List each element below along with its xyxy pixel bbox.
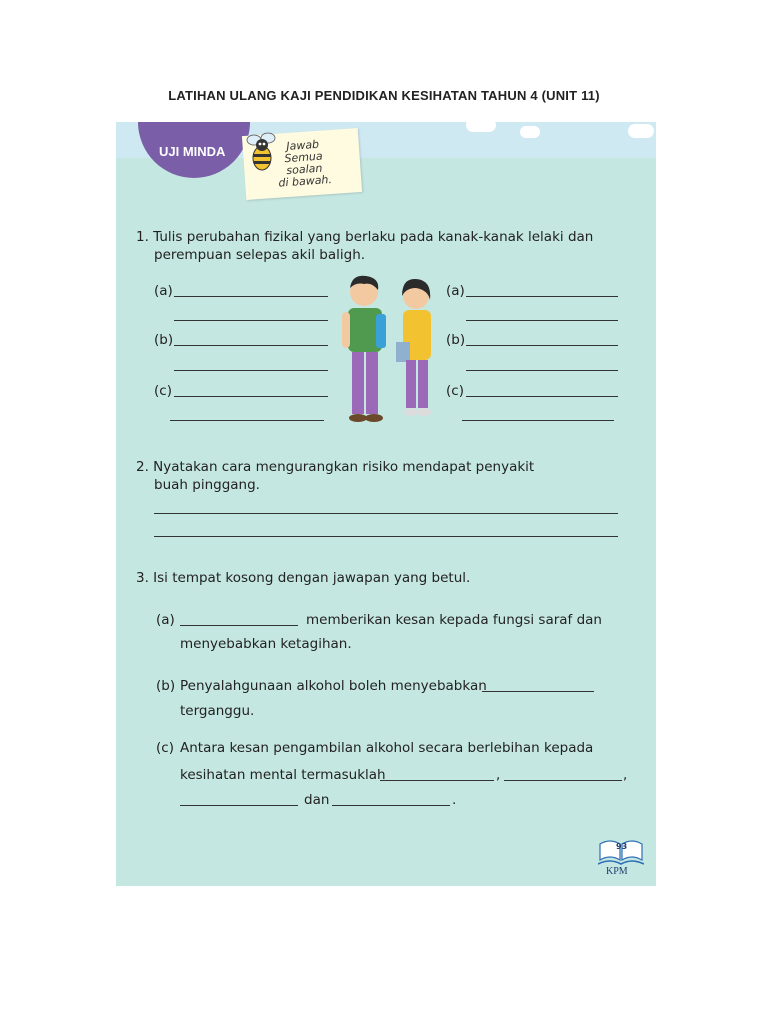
answer-line[interactable] — [466, 320, 618, 321]
q3c-text2: kesihatan mental termasuklah — [180, 767, 386, 783]
answer-line[interactable] — [380, 780, 494, 781]
q3c-comma: , — [623, 767, 628, 783]
children-illustration — [336, 272, 446, 442]
answer-line[interactable] — [174, 296, 328, 297]
answer-line[interactable] — [170, 420, 324, 421]
answer-line[interactable] — [154, 536, 618, 537]
answer-line[interactable] — [466, 396, 618, 397]
publisher-label: KPM — [606, 866, 628, 877]
q3a-text2: menyebabkan ketagihan. — [180, 636, 352, 652]
answer-line[interactable] — [466, 296, 618, 297]
document-title: LATIHAN ULANG KAJI PENDIDIKAN KESIHATAN TAHUN 4 (UNIT 11) — [168, 88, 600, 103]
answer-line[interactable] — [174, 370, 328, 371]
q1-line2: perempuan selepas akil baligh. — [154, 247, 366, 263]
answer-line[interactable] — [180, 805, 298, 806]
answer-line[interactable] — [504, 780, 622, 781]
answer-line[interactable] — [332, 805, 450, 806]
note-line: Jawab — [285, 137, 320, 154]
answer-line[interactable] — [180, 625, 298, 626]
q3b-text2: terganggu. — [180, 703, 255, 719]
answer-line[interactable] — [466, 370, 618, 371]
note-line: di bawah. — [278, 172, 333, 190]
answer-line[interactable] — [154, 513, 618, 514]
q1-line1: 1. Tulis perubahan fizikal yang berlaku pada kanak-kanak lelaki dan — [136, 229, 594, 245]
cloud-shape — [466, 122, 496, 132]
q3-intro: 3. Isi tempat kosong dengan jawapan yang betul. — [136, 570, 471, 586]
answer-line[interactable] — [466, 345, 618, 346]
answer-line[interactable] — [482, 691, 594, 692]
girl-figure — [396, 279, 431, 416]
uji-minda-label: UJI MINDA — [159, 144, 226, 159]
answer-line[interactable] — [174, 396, 328, 397]
q3c-label: (c) — [156, 740, 174, 756]
answer-line[interactable] — [174, 320, 328, 321]
answer-line[interactable] — [462, 420, 614, 421]
q1-right-label-b: (b) — [446, 332, 466, 348]
answer-line[interactable] — [174, 345, 328, 346]
q3c-end: . — [452, 792, 457, 808]
q3b-label: (b) — [156, 678, 176, 694]
cloud-shape — [628, 124, 654, 138]
page-number: 93 — [616, 842, 628, 851]
q3a-label: (a) — [156, 612, 175, 628]
q3b-text1: Penyalahgunaan alkohol boleh menyebabkan — [180, 678, 487, 694]
q1-left-label-a: (a) — [154, 283, 173, 299]
boy-figure — [342, 276, 386, 422]
bee-icon — [244, 128, 280, 174]
q1-left-label-c: (c) — [154, 383, 172, 399]
q3c-and: dan — [304, 792, 330, 808]
q1-right-label-a: (a) — [446, 283, 465, 299]
q1-left-label-b: (b) — [154, 332, 174, 348]
q2-line2: buah pinggang. — [154, 477, 260, 493]
q1-right-label-c: (c) — [446, 383, 464, 399]
q3a-text1: memberikan kesan kepada fungsi saraf dan — [306, 612, 602, 628]
q3c-comma: , — [496, 767, 501, 783]
note-line: Semua soalan — [284, 149, 324, 178]
kpm-logo — [598, 840, 644, 880]
worksheet — [116, 122, 656, 886]
cloud-shape — [520, 126, 540, 138]
q2-line1: 2. Nyatakan cara mengurangkan risiko mendapat penyakit — [136, 459, 535, 475]
q3c-text1: Antara kesan pengambilan alkohol secara berlebihan kepada — [180, 740, 594, 756]
